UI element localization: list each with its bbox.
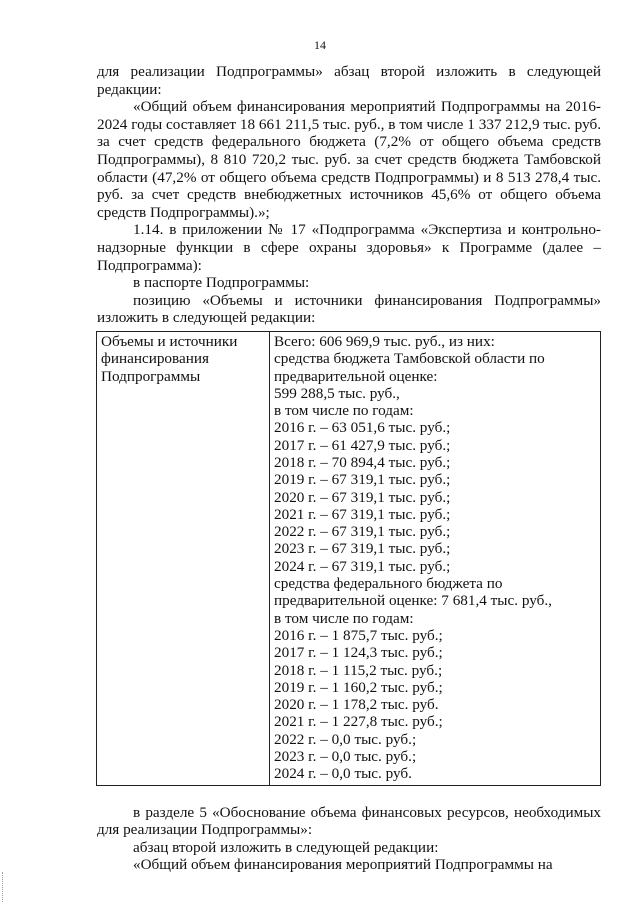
- table-value-line: 2019 г. – 67 319,1 тыс. руб.;: [274, 471, 451, 489]
- table-label-line: Подпрограммы: [101, 367, 201, 385]
- table-value-line: 2017 г. – 1 124,3 тыс. руб.;: [274, 644, 443, 662]
- table-label-line: Объемы и источники: [101, 332, 238, 350]
- table-value-line: 2022 г. – 67 319,1 тыс. руб.;: [274, 523, 451, 541]
- paragraph-item-1-14: 1.14. в приложении № 17 «Подпрограмма «Экспертиза и контрольно-надзорные функции в сфере охраны здоровья» к Программе (далее – Подпрограмма):: [97, 221, 601, 274]
- table-value-line: 2020 г. – 67 319,1 тыс. руб.;: [274, 488, 451, 506]
- table-value-line: 2016 г. – 63 051,6 тыс. руб.;: [274, 419, 451, 437]
- table-value-line: 2021 г. – 1 227,8 тыс. руб.;: [274, 713, 443, 731]
- paragraph-total-volume-start: «Общий объем финансирования мероприятий Подпрограммы на: [133, 856, 553, 874]
- table-value-line: в том числе по годам:: [274, 402, 414, 420]
- table-value-line: 2017 г. – 61 427,9 тыс. руб.;: [274, 436, 451, 454]
- table-value-line: 2020 г. – 1 178,2 тыс. руб.: [274, 696, 439, 714]
- table-value-line: 2022 г. – 0,0 тыс. руб.;: [274, 730, 417, 748]
- table-value-line: средства бюджета Тамбовской области по: [274, 350, 545, 368]
- table-row: [97, 331, 601, 785]
- table-value-line: 2023 г. – 67 319,1 тыс. руб.;: [274, 540, 451, 558]
- paragraph-section-5: в разделе 5 «Обоснование объема финансовых ресурсов, необходимых для реализации Подпрограммы»:: [97, 803, 601, 839]
- table-value-line: 2024 г. – 0,0 тыс. руб.: [274, 765, 412, 783]
- table-value-line: 2024 г. – 67 319,1 тыс. руб.;: [274, 557, 451, 575]
- table-label-line: финансирования: [101, 350, 209, 368]
- paragraph-second-abstract: абзац второй изложить в следующей редакции:: [133, 838, 439, 856]
- table-value-line: 599 288,5 тыс. руб.,: [274, 384, 400, 402]
- table-cell-label: [97, 331, 270, 785]
- table-value-line: Всего: 606 969,9 тыс. руб., из них:: [274, 332, 495, 350]
- table-cell-values: [270, 331, 601, 785]
- table-value-line: 2023 г. – 0,0 тыс. руб.;: [274, 748, 417, 766]
- table-value-line: 2016 г. – 1 875,7 тыс. руб.;: [274, 626, 443, 644]
- document-body: [97, 63, 601, 874]
- paragraph-passport: в паспорте Подпрограммы:: [133, 274, 310, 292]
- table-value-line: 2021 г. – 67 319,1 тыс. руб.;: [274, 505, 451, 523]
- table-value-line: 2019 г. – 1 160,2 тыс. руб.;: [274, 678, 443, 696]
- table-value-line: 2018 г. – 70 894,4 тыс. руб.;: [274, 453, 451, 471]
- paragraph-continuation: для реализации Подпрограммы» абзац второй изложить в следующей редакции:: [97, 63, 601, 98]
- scan-edge-mark: [2, 872, 6, 902]
- table-value-line: предварительной оценке:: [274, 367, 438, 385]
- table-value-line: предварительной оценке: 7 681,4 тыс. руб.,: [274, 592, 552, 610]
- table-value-line: 2018 г. – 1 115,2 тыс. руб.;: [274, 661, 443, 679]
- paragraph-position: позицию «Объемы и источники финансирования Подпрограммы» изложить в следующей редакции:: [97, 291, 601, 327]
- table-value-line: в том числе по годам:: [274, 609, 414, 627]
- table-value-line: средства федерального бюджета по: [274, 575, 503, 593]
- financing-table: [96, 331, 601, 786]
- paragraph-total-volume-quote: «Общий объем финансирования мероприятий Подпрограммы на 2016-2024 годы составляет 18 661 211,5 тыс. руб., в том числе 1 337 212,9 тыс. руб. за счет средств федерального бюджета (7,2% от общего объема средств Подпрограммы), 8 810 720,2 тыс. руб. за счет средств бюджета Тамбовской области (47,2% от общего объема средств Подпрограммы) и 8 513 278,4 тыс. руб. за счет средств внебюджетных источников 45,6% от общего объема средств Подпрограммы).»;: [97, 98, 601, 221]
- page-number: 14: [314, 38, 326, 52]
